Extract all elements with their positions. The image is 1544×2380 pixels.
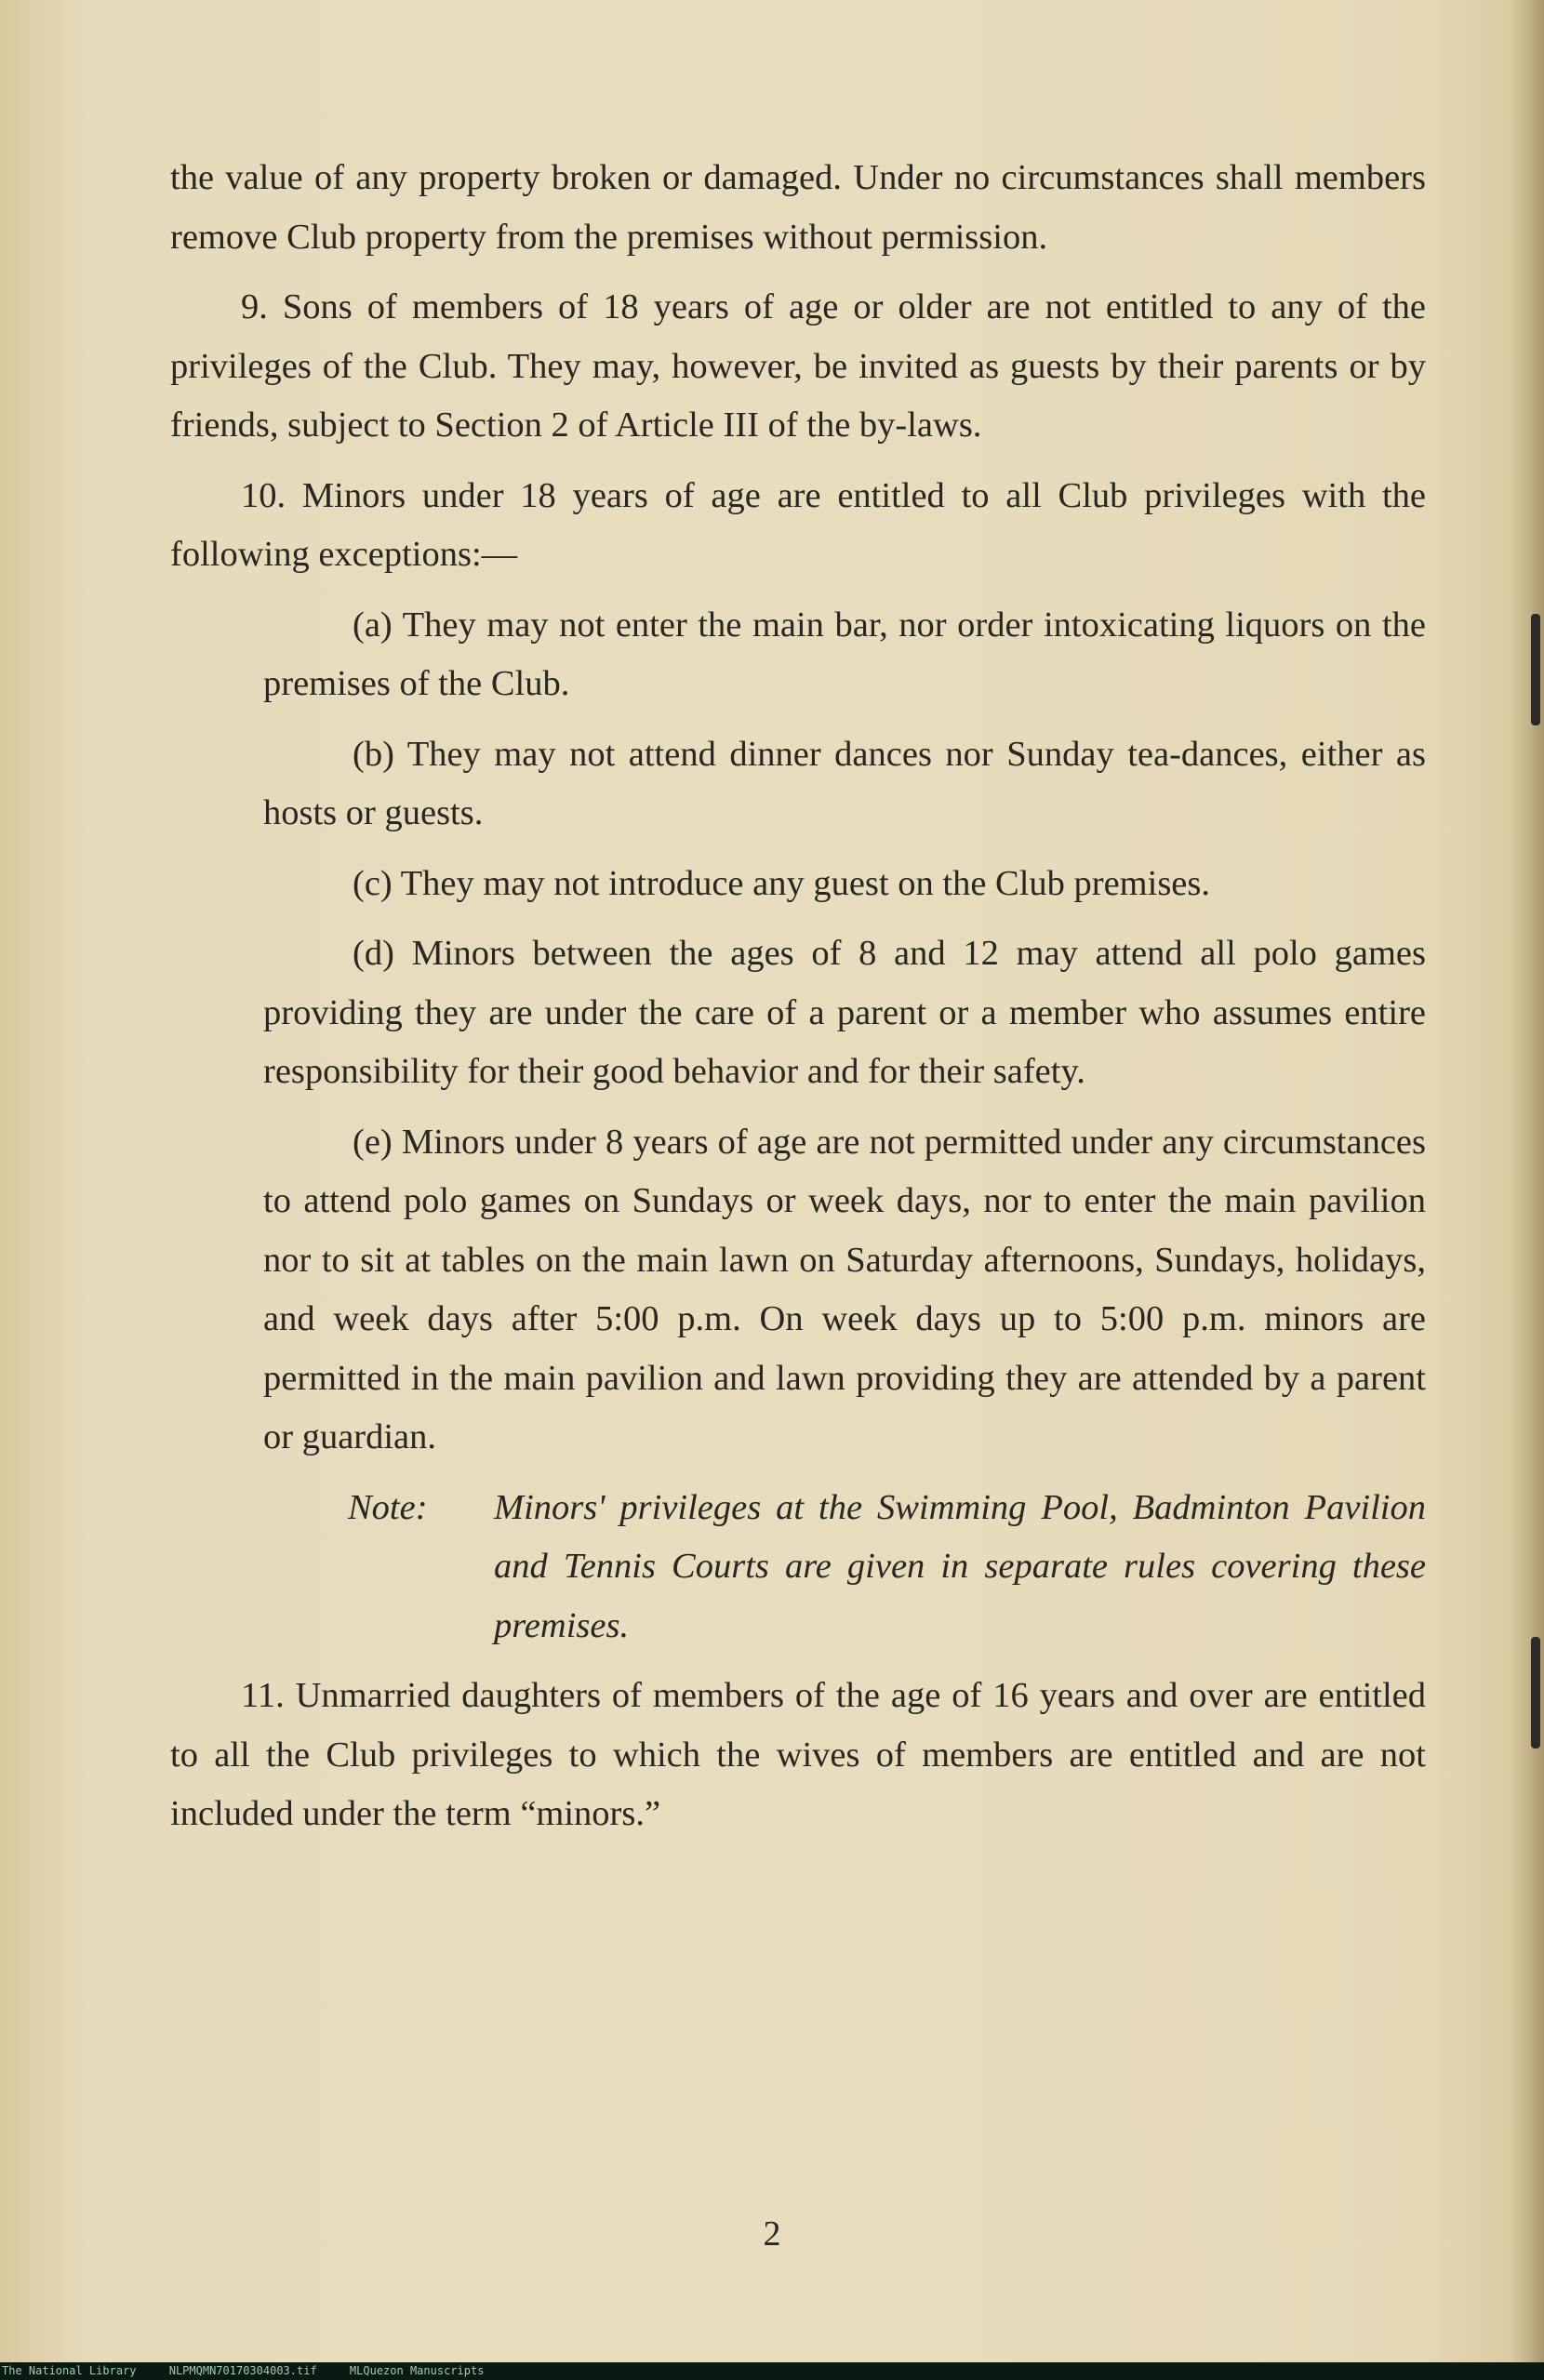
scan-footer-bar [0,2362,1544,2380]
paragraph-10: 10. Minors under 18 years of age are entitled to all Club privileges with the following exceptions:— [170,475,1426,574]
footer-institution: The National Library [2,2364,137,2377]
binding-clip-top [1531,614,1540,725]
paragraph-10b: (b) They may not attend dinner dances nor Sunday tea-dances, either as hosts or guests. [263,734,1426,832]
page-text [170,149,1426,1855]
paragraph-10e: (e) Minors under 8 years of age are not permitted under any circumstances to attend polo games on Sundays or week days, nor to enter the main pavilion nor to sit at tables on the main lawn on Saturday afternoons, Sundays, holidays, and week days after 5:00 p.m. On week days up to 5:00 p.m. minors are permitted in the main pavilion and lawn providing they are attended by a parent or guardian. [263,1122,1426,1456]
paragraph-10d: (d) Minors between the ages of 8 and 12 may attend all polo games providing they are under the care of a parent or a member who assumes entire responsibility for their good behavior and for their safety. [263,934,1426,1091]
page-number: 2 [763,2214,781,2254]
note-text: Minors' privileges at the Swimming Pool, Badminton Pavilion and Tennis Courts are given in separate rules covering these premises. [494,1487,1426,1645]
paragraph-11: 11. Unmarried daughters of members of the age of 16 years and over are entitled to all the Club privileges to which the wives of members are entitled and are not included under the term “minors.” [170,1676,1426,1833]
binding-clip-bottom [1531,1637,1540,1748]
note-label: Note: [348,1487,428,1527]
paragraph-10c: (c) They may not introduce any guest on the Club premises. [353,863,1211,903]
minors-note [348,1479,1426,1656]
footer-collection: MLQuezon Manuscripts [349,2364,485,2377]
paragraph-intro: the value of any property broken or damaged. Under no circumstances shall members remove Club property from the premises without permission. [170,158,1426,257]
paragraph-10a: (a) They may not enter the main bar, nor order intoxicating liquors on the premises of the Club. [263,605,1426,703]
paragraph-9: 9. Sons of members of 18 years of age or older are not entitled to any of the privileges of the Club. They may, however, be invited as guests by their parents or by friends, subject to Section 2 of Article III of the by-laws. [170,287,1426,445]
page-edge-shadow [1511,0,1544,2362]
footer-filename: NLPMQMN70170304003.tif [168,2364,317,2377]
